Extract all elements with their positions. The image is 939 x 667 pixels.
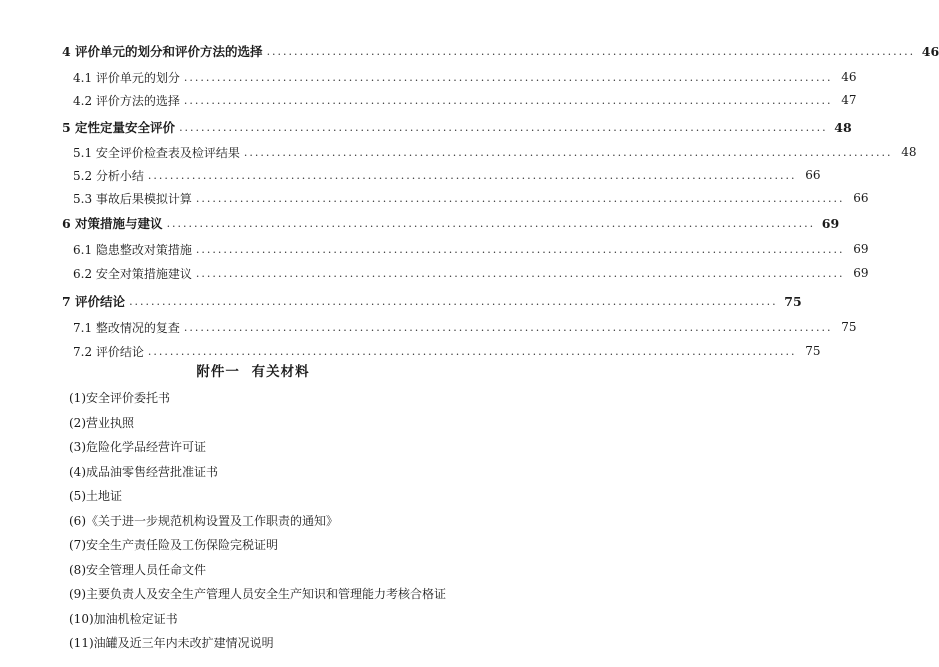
attachment-item: (7)安全生产责任险及工伤保险完税证明 [69, 538, 278, 552]
attachment-item: (6)《关于进一步规范机构设置及工作职责的通知》 [69, 513, 338, 528]
attachment-item: (1)安全评价委托书 [69, 391, 170, 405]
toc-section-6-2[interactable] [0, 262, 869, 284]
attachment-item: (5)土地证 [69, 489, 122, 503]
attachment-item: (4)成品油零售经营批准证书 [69, 464, 218, 479]
toc-leader-dots: ...................................................................................................................... [195, 191, 845, 205]
toc-chapter-4[interactable] [0, 40, 939, 62]
toc-page-number: 47 [841, 93, 857, 107]
toc-chapter-6[interactable] [0, 212, 840, 234]
toc-page-number: 46 [841, 70, 857, 84]
toc-leader-dots: ...................................................................................................................... [129, 294, 778, 308]
toc-section-5-2[interactable] [0, 164, 821, 186]
toc-leader-dots: ...................................................................................................................... [243, 145, 893, 159]
toc-entry-title: 5.3 事故后果模拟计算 [73, 191, 192, 206]
toc-page-number: 66 [853, 191, 869, 205]
toc-entry-title: 7 评价结论 [62, 294, 126, 309]
toc-section-4-1[interactable] [0, 66, 857, 88]
toc-entry-title: 5.2 分析小结 [73, 168, 144, 183]
toc-leader-dots: ...................................................................................................................... [195, 242, 845, 256]
toc-chapter-5[interactable] [0, 116, 852, 138]
toc-chapter-7[interactable] [0, 290, 802, 312]
toc-leader-dots: ...................................................................................................................... [183, 320, 833, 334]
toc-entry-title: 6 对策措施与建议 [62, 216, 163, 231]
toc-page-number: 48 [834, 119, 852, 135]
attachment-item: (10)加油机检定证书 [69, 611, 178, 626]
attachment-item: (3)危险化学品经营许可证 [69, 440, 206, 454]
toc-leader-dots: ...................................................................................................................... [179, 120, 828, 134]
toc-section-6-1[interactable] [0, 238, 869, 260]
toc-leader-dots: ...................................................................................................................... [183, 70, 833, 84]
toc-page-number: 66 [805, 168, 821, 182]
toc-entry-title: 4.1 评价单元的划分 [73, 70, 180, 85]
toc-entry-title: 4 评价单元的划分和评价方法的选择 [62, 44, 263, 59]
toc-entry-title: 7.2 评价结论 [73, 344, 144, 359]
toc-section-7-1[interactable] [0, 316, 857, 338]
toc-page-number: 69 [853, 266, 869, 280]
toc-section-5-3[interactable] [0, 187, 869, 209]
toc-page-number: 75 [784, 293, 802, 309]
toc-section-7-2[interactable] [0, 340, 821, 362]
toc-page-number: 75 [805, 344, 821, 358]
toc-entry-title: 4.2 评价方法的选择 [73, 93, 180, 108]
attachment-item: (11)油罐及近三年内未改扩建情况说明 [69, 636, 274, 650]
attachment-item: (2)营业执照 [69, 415, 134, 430]
appendix-title: 附件一 有关材料 [196, 364, 310, 380]
toc-section-4-2[interactable] [0, 89, 857, 111]
toc-leader-dots: ...................................................................................................................... [183, 93, 833, 107]
toc-leader-dots: ...................................................................................................................... [266, 44, 916, 58]
toc-leader-dots: ...................................................................................................................... [195, 266, 845, 280]
attachment-item: (8)安全管理人员任命文件 [69, 562, 206, 577]
toc-leader-dots: ...................................................................................................................... [147, 344, 797, 358]
toc-page-number: 69 [853, 242, 869, 256]
toc-section-5-1[interactable] [0, 141, 917, 163]
toc-entry-title: 5.1 安全评价检查表及检评结果 [73, 145, 240, 160]
toc-entry-title: 6.2 安全对策措施建议 [73, 266, 192, 281]
toc-leader-dots: ...................................................................................................................... [166, 216, 816, 230]
toc-leader-dots: ...................................................................................................................... [147, 168, 797, 182]
toc-page-number: 69 [821, 215, 840, 231]
toc-entry-title: 6.1 隐患整改对策措施 [73, 242, 192, 257]
toc-page-number: 75 [841, 320, 857, 334]
toc-page-number: 46 [921, 43, 939, 59]
attachment-list [69, 386, 446, 656]
attachment-item: (9)主要负责人及安全生产管理人员安全生产知识和管理能力考核合格证 [69, 587, 447, 601]
toc-entry-title: 7.1 整改情况的复查 [73, 320, 180, 335]
toc-entry-title: 5 定性定量安全评价 [62, 120, 176, 135]
toc-page-number: 48 [901, 145, 917, 159]
